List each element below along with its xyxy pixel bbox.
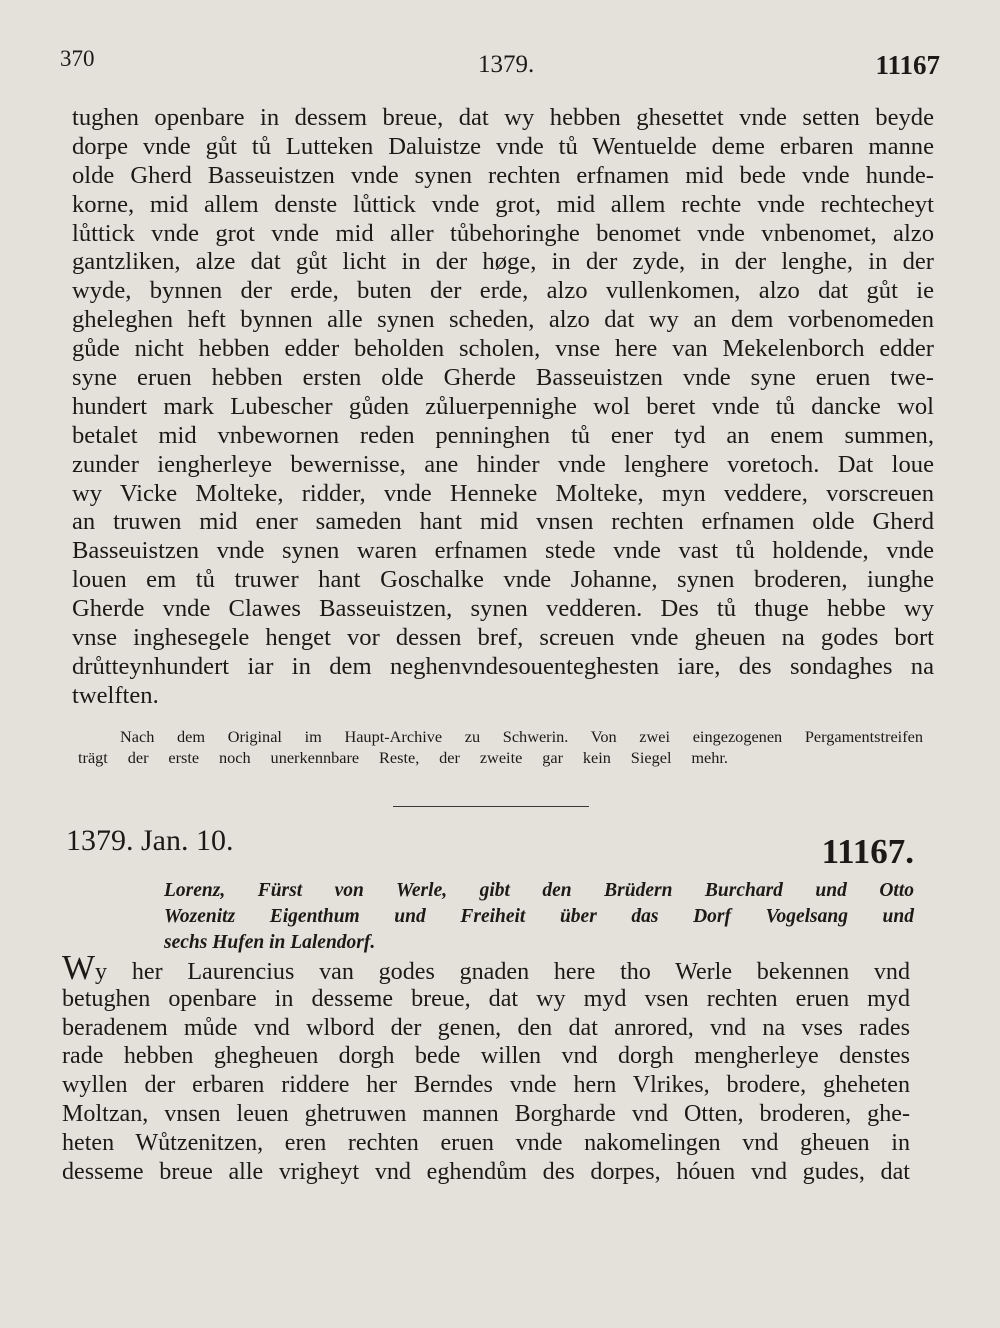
text-line: tughen openbare in dessem breue, dat wy hebben ghesettet vnde setten beyde (72, 104, 934, 131)
text-line: gantzliken, alze dat gůt licht in der høge, in der zyde, in der lenghe, in der (72, 248, 934, 276)
text-line: Moltzan, vnsen leuen ghetruwen mannen Borgharde vnd Otten, broderen, ghe- (62, 1100, 910, 1127)
entry-number: 11167. (821, 832, 914, 871)
text-line: Gherde vnde Clawes Basseuistzen, synen vedderen. Des tů thuge hebbe wy (72, 595, 934, 623)
text-line: gheleghen heft bynnen alle synen scheden, alzo dat wy an dem vorbenomeden (72, 306, 934, 334)
entry-text (62, 948, 910, 1186)
text-line: gůde nicht hebben edder beholden scholen, vnse here van Mekelenborch edder (72, 335, 934, 363)
text-line: wyllen der erbaren riddere her Berndes vnde hern Vlrikes, brodere, gheheten (62, 1072, 910, 1099)
text-line: desseme breue alle vrigheyt vnd eghendům des dorpes, hóuen vnd gudes, dat (62, 1158, 910, 1185)
text-line: vnse inghesegele henget vor dessen bref, screuen vnde gheuen na godes bort (72, 624, 934, 652)
source-note (78, 726, 923, 768)
text-line: Basseuistzen vnde synen waren erfnamen stede vnde vast tů holdende, vnde (72, 537, 934, 565)
text-line: olde Gherd Basseuistzen vnde synen rechten erfnamen mid bede vnde hunde- (72, 161, 934, 189)
text-line: beradenem můde vnd wlbord der genen, den dat anrored, vnd na vses rades (62, 1014, 910, 1041)
summary-line: Lorenz, Fürst von Werle, gibt den Brüdern Burchard und Otto (164, 880, 914, 901)
entry-summary (164, 878, 914, 956)
text-line: syne eruen hebben ersten olde Gherde Basseuistzen vnde syne eruen twe- (72, 364, 934, 392)
entry-date: 1379. Jan. 10. (66, 824, 234, 857)
text-line: betughen openbare in desseme breue, dat wy myd vsen rechten eruen myd (62, 985, 910, 1012)
source-note-line: Nach dem Original im Haupt-Archive zu Schwerin. Von zwei eingezogenen Pergamentstreifen (120, 727, 923, 746)
entry-first-line-text: y her Laurencius van godes gnaden here tho Werle bekennen vnd (95, 959, 910, 985)
page-header (60, 46, 940, 86)
text-line: rade hebben ghegheuen dorgh bede willen vnd dorgh mengherleye denstes (62, 1043, 910, 1070)
text-line: lůttick vnde grot vnde mid aller tůbehoringhe benomet vnde vnbenomet, alzo (72, 219, 934, 247)
text-line: drůtteynhundert iar in dem neghenvndesouenteghesten iare, des sondaghes na (72, 652, 934, 680)
text-line: an truwen mid ener sameden hant mid vnsen rechten erfnamen olde Gherd (72, 508, 934, 536)
previous-document-text (72, 104, 934, 711)
text-line: hundert mark Lubescher gůden zůluerpennighe wol beret vnde tů dancke wol (72, 392, 934, 420)
page-number: 370 (60, 46, 95, 71)
text-line: wy Vicke Molteke, ridder, vnde Henneke Molteke, myn veddere, vorscreuen (72, 479, 934, 507)
text-line: zunder iengherleye bewernisse, ane hinder vnde lenghere voretoch. Dat loue (72, 450, 934, 478)
text-line: wyde, bynnen der erde, buten der erde, alzo vullenkomen, alzo dat gůt ie (72, 277, 934, 305)
drop-cap: W (62, 948, 96, 987)
text-line: betalet mid vnbewornen reden penninghen tů ener tyd an enem summen, (72, 421, 934, 449)
running-document-number: 11167 (875, 50, 940, 80)
text-line: twelften. (72, 681, 159, 709)
summary-line: Wozenitz Eigenthum und Freiheit über das Dorf Vogelsang und (164, 906, 914, 927)
summary-line: sechs Hufen in Lalendorf. (164, 932, 376, 953)
entry-first-line (62, 948, 910, 987)
section-divider (393, 806, 589, 807)
entry-heading (66, 820, 914, 871)
source-note-line: trägt der erste noch unerkennbare Reste, der zweite gar kein Siegel mehr. (78, 748, 728, 767)
text-line: korne, mid allem denste lůttick vnde grot, mid allem rechte vnde rechtecheyt (72, 190, 934, 218)
text-line: dorpe vnde gůt tů Lutteken Daluistze vnde tů Wentuelde deme erbaren manne (72, 132, 934, 160)
text-line: heten Wůtzenitzen, eren rechten eruen vnde nakomelingen vnd gheuen in (62, 1129, 910, 1156)
running-year: 1379. (478, 51, 535, 78)
text-line: louen em tů truwer hant Goschalke vnde Johanne, synen broderen, iunghe (72, 566, 934, 594)
